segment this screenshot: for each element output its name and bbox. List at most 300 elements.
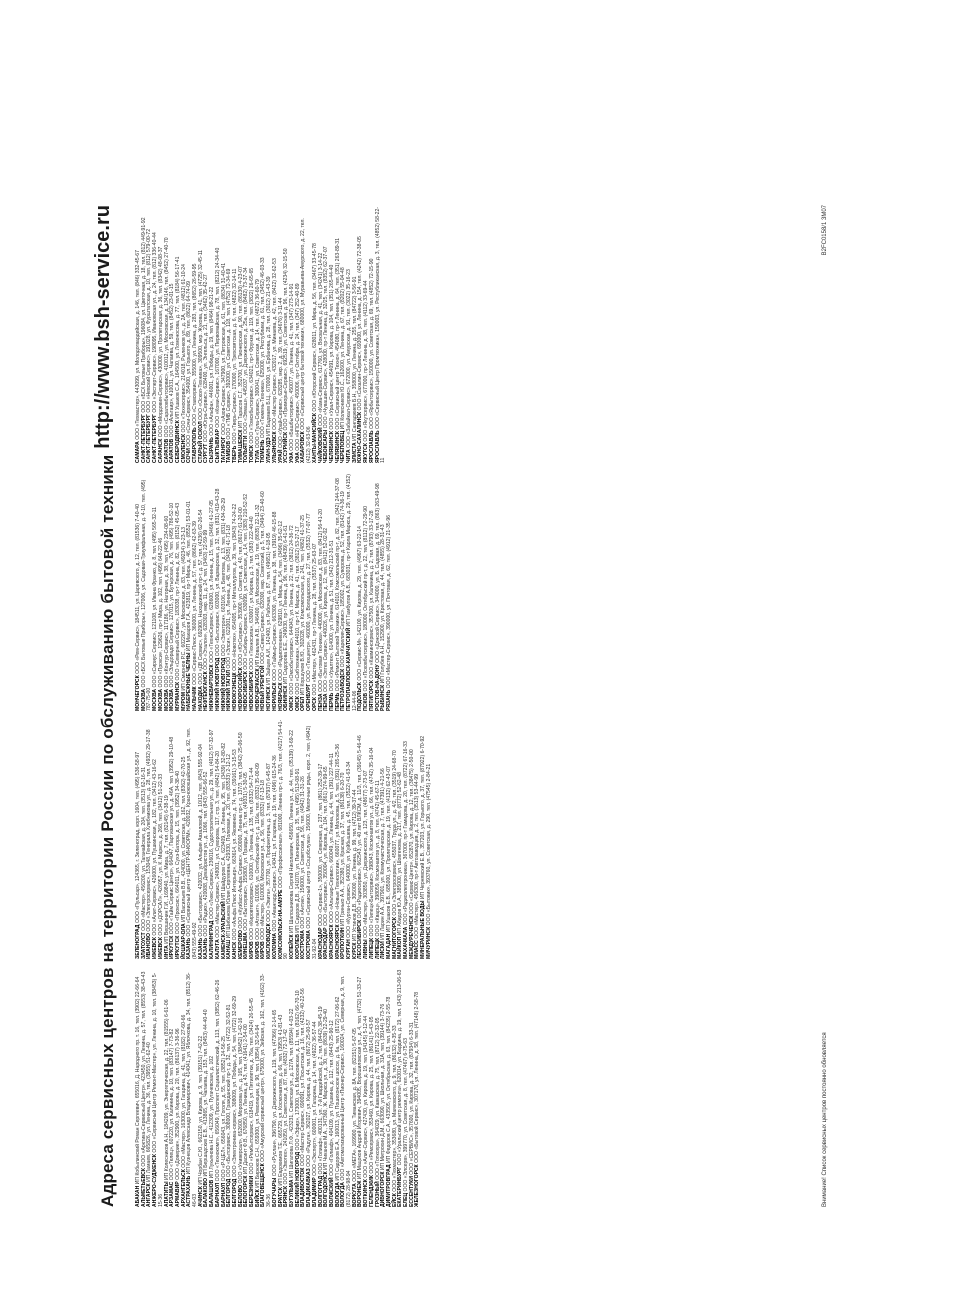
entry-city: ВОЛГОДОНСК xyxy=(323,1171,330,1207)
entry-city: ТВЕРЬ xyxy=(231,445,238,463)
entry-details: ООО «Мастер», 456200, ул. Таганайская, д. 204, тел. (3513) 62-16-31 xyxy=(140,766,147,933)
entry-city: МОСКВА xyxy=(163,688,170,711)
entry-details: ООО «Север Сервис», 629300, мкр. Советский, д. 5, тел. (3494) 23-40-60 xyxy=(260,491,267,666)
entry-city: ОМСК xyxy=(294,696,301,711)
entry-details: ООО «Уральский центр ремонта», 620014, ул. Бардина, д. 19, тел. (343) 213-06-63 xyxy=(397,969,404,1167)
entry-details: ИП Шапошникова Сергей Николаевич, 456650, Ленина ул., д. 44, тел. (35139) 3-69-22 xyxy=(288,730,295,935)
entry-city: ЕССЕНТУКИ xyxy=(408,1176,415,1207)
entry-details: ИП Кобылинский Роман Сергеевич, 655016, Д. Народного пр. т. 16, тел. (3902) 22-66-64 xyxy=(135,976,141,1186)
entry-details: ООО «Амурский сервисный центр», 675000, ул. Зейская, д. 162, тел. (4162) 33-36-36 xyxy=(260,973,273,1207)
entry-details: ООО «Югорский Сервис», 628011, ул. Мира, д. 56, тел. (3467) 33-45-78 xyxy=(311,243,318,414)
entry-details: ООО «Мастер», 163000, ул. Гагарина, д. 41, тел. (8182) 27-60-66 xyxy=(180,1014,187,1170)
entry-details: ИП Сидоров Д.В., 141070, ул. Пионерская, д. 35, тел. (495) 513-08-91 xyxy=(294,768,301,935)
entry-city: ПЕРМЬ xyxy=(328,692,335,711)
entry-details: ООО «Сахалин-Сервис», 693000, ул. Ленина, д. 154, тел. (4242) 72-38-05 xyxy=(357,236,364,412)
entry-details: ИП Ларин А.А., 397901, ул. Коммунистическая, д. 7, тел. (47391) 4-21-56 xyxy=(380,768,387,942)
entry-city: СМОЛЕНСК xyxy=(180,433,187,463)
entry-city: МИНЕРАЛЬНЫЕ ВОДЫ xyxy=(420,900,427,959)
entry-details: ООО «Мордовия-Сервис», 430000, ул. Пролетарская, д. 36, тел. (8342) 48-08-37 xyxy=(157,246,164,439)
entry-city: КРАСНОДАР xyxy=(323,927,330,959)
entry-details: ООО «Топксера», 364029, ул. Кавказская, д. 75, тел. (8712) 22-32-05 xyxy=(374,1017,381,1182)
entry-details: ООО «Мастер-Сервис», 390000, ул. Почтовая, д. 62, тел. (4912) 21-35-96 xyxy=(385,515,392,690)
entry-city: ПЕТРОПАВЛОВСК-КАМЧАТСКИЙ xyxy=(346,627,353,711)
entry-details: ООО «Альтаир-Сервис», 660049, ул. Ленина, д. 44, тел. (391) 227-44-11 xyxy=(328,753,335,925)
entry-city: АНЖЕРО-СУДЖЕНСК xyxy=(152,1154,159,1207)
entry-details: ИП Тамбулов А.В., 683031, пр-т Карла Маркса, д. 29, тел. (4152) 12-44-06 xyxy=(346,474,358,711)
entry-details: ООО «Забайкал-Сервис», 672000, ул. Амурская, д. 91, тел. (3022) 35-16-23 xyxy=(346,269,353,450)
entry-city: ОРСК xyxy=(311,696,318,711)
entry-details: ООО «Ставсервис», 355000, ул. Ленина, д. 283, тел. (8652) 26-59-95 xyxy=(192,263,199,428)
entry-city: МЕЖДУРЕЧЕНСК xyxy=(408,915,415,959)
entry-city: ЧЕБОКСАРЫ xyxy=(323,429,330,463)
entry-details: ИП Ламаев, 665826, ул. Ленина, д. 36, тел. (3955) 51-62-40 xyxy=(146,1042,153,1184)
entry-city: ЗЕЛЕНОГРАД xyxy=(135,924,141,959)
address-entry xyxy=(415,967,421,1207)
entry-details: ООО «Телец», 607220, ул. Калинина, д. 10, тел. (83147) 7-73-82 xyxy=(169,1028,176,1182)
entry-details: ООО «Донской Сервис», 344000, ул. Б. Садовая, д. 69, тел. (863) 263-49-98 xyxy=(374,483,381,665)
entry-details: ООО «Авангард-Сервис», 140411, ул. Гагарина, д. 19, тел. (496) 615-24-36 xyxy=(271,755,278,933)
entry-city: ЗЛАТОУСТ xyxy=(140,932,147,959)
entry-city: ЯРОСЛАВЛЬ xyxy=(368,430,375,463)
entry-details: ООО «Алит-Сервис», 426000, ул. Пушкинская, д. 182, тел. (3412) 43-16-62 xyxy=(152,759,159,938)
entry-details: ИП Чиканов М.А., 347360, Ж. Маркса ул., д. 30, тел. (8639) 22-29-40 xyxy=(323,1008,330,1172)
entry-city: ИНТА xyxy=(163,945,170,959)
entry-city: БЕЛГОРОД xyxy=(231,1178,238,1207)
entry-details: ООО «Бытсервис», 155800, ул. Правды, д. 75, тел. (49331) 5-30-05 xyxy=(243,772,250,933)
entry-city: РОСТОВ-НА-ДОНУ xyxy=(374,664,381,711)
entry-city: САМАРА xyxy=(135,441,141,463)
entry-details: ООО «Сервис-Центр», 652870, ул. Кирова, д. 12, тел. (38475) 2-50-00 xyxy=(408,749,415,916)
entry-details: ООО «Рем-Сервис», 184511, ул. Царевского, д. 12, тел. (81536) 7-40-40 xyxy=(135,504,141,676)
entry-details: ООО «Сочи-Сервис», 354000, ул. Горького, д. 89, тел. (8622) 64-74-09 xyxy=(186,281,193,449)
entry-city: КУРСК xyxy=(351,942,358,959)
entry-details: ООО «Ремсервис», 353460, ул. Кирова, д. 25, тел. (86141) 5-43-05 xyxy=(368,1016,375,1176)
entry-city: МАХАЧКАЛА xyxy=(403,926,410,959)
entry-details: ООО «Саратовбытсервис», 410012, ул. Московская, д. 134/146, тел. (8452) 27-40-70 xyxy=(163,237,170,439)
address-entry xyxy=(427,719,433,959)
entry-city: КАЗАНЬ xyxy=(197,938,204,959)
entry-details: ООО «Бытовой Сервис», 307170, ул. Ленина, д. 58, тел. (47148) 2-58-78 xyxy=(414,991,421,1165)
entry-details: ООО «СЕРВИС», 357600, ул. Кирова, д. 32, тел. (87934) 6-33-31 xyxy=(408,1022,415,1177)
entry-city: НОРИЛЬСК xyxy=(271,682,278,711)
entry-details: ООО «Мастер», 303850, ул. Дзержинского, д. 123, тел. (48677) 2-73-07 xyxy=(363,770,370,940)
entry-city: БЕРЕЗНИКИ xyxy=(249,1175,256,1207)
entry-details: ИП Абидов Ю.А., 385000, ул. Шовгенова, д. 217, тел. (8772) 52-62-48 xyxy=(397,772,404,937)
entry-city: КАЛУГА xyxy=(214,939,221,959)
entry-city: ИЖЕВСК xyxy=(152,937,159,959)
entry-city: УЛЬЯНОВСК xyxy=(271,431,278,463)
entry-details: ИП Кузнецов Александр Владимирович, 414041, ул. Яблочкова, д. 34, тел. (8512) 36-46-03 xyxy=(186,972,199,1207)
entry-details: ООО «Азов-Сервис», 347900, ул. Петровская, д. 61, тел. (8634) 31-40-41 xyxy=(220,262,227,437)
entry-city: СОЧИ xyxy=(186,448,193,463)
entry-details: ООО «Руслан», 396790, ул. Дзержинского, д. 119, тел. (47366) 2-14-65 xyxy=(271,1009,278,1178)
entry-details: ИП Бирюков С.Н., 659300, ул. Революции, д. 90, тел. (3854) 32-54-94 xyxy=(254,1024,261,1190)
entry-details: ООО «Сервис-Плюс», 360000, ул. Ленина, д. 57, тел. (8662) 42-63-39 xyxy=(192,521,199,687)
entry-details: ООО «Эвита», 357700, ул. Профинтерна, д. 3, тел. (87937) 6-45-87 xyxy=(266,763,273,924)
entry-details: ООО «Тюмень-Техника», 625000, ул. Республики, д. 61, тел. (3452) 46-03-33 xyxy=(260,257,267,440)
entry-city: ТОМСК xyxy=(249,445,256,463)
entry-details: ИП Сидорова Е.Е., 249030, пр-т Ленина, д. 96, тел. (48439) 6-41-61 xyxy=(283,525,290,686)
entry-city: ВОРОНЕЖ xyxy=(357,1180,364,1207)
entry-details: ООО «Проксис», 664011, ул. Сухэ-Батора, д. 15, тел. (3952) 34-38-40 xyxy=(174,770,181,936)
entry-details: ИП Устинов Д.В., 305000, ул. Ленина, д. 99, тел. (4712) 39-37-44 xyxy=(351,789,358,943)
entry-details: ООО «Элмаш», 445037, ул. Дзержинского, д. 25а, тел. (8482) 73-37-34 xyxy=(243,267,250,436)
entry-city: КИРОВ xyxy=(260,941,267,959)
entry-details: ИП Зайцев А.И., 142400, ул. Рабочая, д. 87, тел. (49651) 4-18-05 xyxy=(266,532,273,687)
entry-city: УФА xyxy=(288,452,295,463)
entry-city: КРАСНОДАР xyxy=(317,927,324,959)
entry-city: НОГИНСК xyxy=(266,686,273,711)
entry-city: ТУЛА xyxy=(254,449,261,463)
address-column-1 xyxy=(136,967,816,1207)
entry-details: ООО «Альфа Плюс Интерьер», 663614, ул. Яковенко, д. 74, тел. (39161) 3-15-53 xyxy=(231,749,238,942)
document-code: B2FC0158/1 3M07 xyxy=(822,205,828,256)
entry-details: ООО «Радио», 420088, Декабристов ул., д. 1066, тел. (843) 555-66-52 xyxy=(203,771,210,938)
entry-city: БЕЛОГОРСК xyxy=(243,1175,250,1207)
entry-details: ИП Васильев В.В., 424000, ул. Советская, д. 162, тел. (8362) 42-70-25 xyxy=(180,756,187,924)
entry-city: МАГАДАН xyxy=(385,933,392,959)
entry-city: БОГУЧАРЫ xyxy=(271,1177,278,1207)
entry-city: БАЛАШОВ xyxy=(209,1179,216,1207)
entry-city: ГЕЛЕНДЖИК xyxy=(368,1175,375,1207)
entry-details: ООО «Якутсервис», 677000, пр-т Ленина, д. 38, тел. (4112) 33-69-44 xyxy=(363,280,370,444)
entry-city: ЧИТА xyxy=(346,449,353,463)
entry-city: КАЗАНЬ xyxy=(186,938,193,959)
entry-city: ВОЛЖСКИЙ xyxy=(328,1177,335,1207)
entry-details: ООО «Приморье-Сервис», 692519, ул. Советская, д. 96, тел. (4234) 32-15-50 xyxy=(283,248,290,432)
entry-city: АНГАРСК xyxy=(146,1183,153,1207)
entry-details: ИП Ковалев А.В., 346400, ул. Московская, д. 19, тел. (8635) 22-11-32 xyxy=(254,504,261,669)
entry-city: БАРНАУЛ xyxy=(214,1182,221,1207)
address-column-2 xyxy=(136,719,816,959)
entry-details: ООО «Пульсар», 124365, г. Зеленоград, корп. 1604, тел. (495) 536-58-97 xyxy=(135,751,141,925)
entry-city: ВЛАДИКАВКАЗ xyxy=(306,1168,313,1207)
entry-city: САНКТ-ПЕТЕРБУРГ xyxy=(140,414,147,463)
entry-details: ООО «Радуга», 362027, ул. Кирова, д. 44, тел. (8672) 25-00-57 xyxy=(306,1019,313,1169)
entry-city: СТАВРОПОЛЬ xyxy=(192,427,199,463)
entry-city: СЫЗРАНЬ xyxy=(209,437,216,463)
entry-details: ИП Митрохин Д.М., 663090, ул. Школьная, д. 31А, тел. (39144) 3-73-76 xyxy=(380,1003,387,1172)
entry-details: ООО «МЕГА», 169900, ул. Тиманская, д. 8А, тел. (82151) 5-67-05 xyxy=(351,1028,358,1184)
entry-city: АРЗАМАС xyxy=(169,1181,176,1207)
entry-details: ИП Шигапова Л.Ф., 423231, Советская ул., д. 127А, тел. (85594) 4-03-22 xyxy=(288,1008,295,1180)
entry-city: БЕЛОВО xyxy=(237,1184,244,1207)
entry-city: НОВОСИБИРСК xyxy=(249,671,256,711)
entry-details: ООО «Электроника-сервис», 308009, ул. Победы, д. 54, тел. (4722) 32-69-29 xyxy=(231,995,238,1179)
entry-details: ООО «Псковбытсервис», 180000, Октябрьский пр-т, д. 22, тел. (8112) 72-29-90 xyxy=(363,506,370,693)
entry-details: ООО «Радиотехника», 629810, ул. Мира, д. 54, тел. (3496) 35-62-12 xyxy=(277,520,284,683)
entry-details: ООО «Альфа», 446001, ул. Победы, д. 19, тел. (8464) 98-21-22 xyxy=(209,286,216,438)
entry-details: ИП Шайдуров С.А., 623409, ул. Ленина, д. 95, тел. (3439) 32-80-82 xyxy=(220,742,227,902)
entry-city: ЭЛИСТА xyxy=(351,442,358,463)
entry-city: ВОРКУТА xyxy=(351,1183,358,1207)
entry-details: ИП Вершинин Г.И., 169840, ул. Мира, д. 7, тел. (82145) 6-38-19 xyxy=(163,795,170,946)
entry-city: ЖЕЛЕЗНОГОРСК xyxy=(414,1164,421,1207)
entry-details: ООО «Эксперт-Сервис», 198095, Ивановская ул., д. 24, тел. (812) 336-40-44 xyxy=(152,232,159,415)
entry-details: ИП Дасинт Ф.В., 676850, ул. Ленина, д. 43, тел. (41641) 2-54-00 xyxy=(243,1024,250,1176)
entry-city: ВЛАДИВОСТОК xyxy=(300,1167,307,1207)
entry-city: НОВОСИБИРСК xyxy=(243,671,250,711)
entry-city: НИЖНЕВАРТОВСК xyxy=(209,664,216,711)
entry-city: КИНЕШМА xyxy=(243,932,250,959)
entry-details: ООО «Атлант», 610006, ул. Октябрьский пр-т, д. 116а, тел. (8332) 35-00-09 xyxy=(254,763,261,942)
entry-details: ООО «Ярбытсервис», 150000, ул. Советская, д. 69, тел. (4852) 72-15-90 xyxy=(368,258,375,431)
entry-details: ИП Тарасов С.Г., 352700, ул. Пионерская, д. 90, тел. (86130) 4-23-07 xyxy=(237,266,244,430)
entry-city: СТАРЫЙ ОСКОЛ xyxy=(197,421,204,463)
entry-details: ООО «Автоматизированный Центр «Пионер-Сервис», 160024, ул. Северная, д. 9, тел. (8172) 28-98-94 xyxy=(340,975,353,1207)
entry-details: ООО «Курган-Сервис», 640000, ул. Куйбышева, д. 45, тел. (3522) 41-63-34 xyxy=(346,761,353,940)
entry-city: БЕЛГОРОД xyxy=(226,1178,233,1207)
entry-details: ООО «Томскбытсервис», 634021, пр-т Фрунзе, д. 119, тел. (3822) 26-65-65 xyxy=(249,267,256,446)
entry-city: БАЛАКОВО xyxy=(203,1177,210,1207)
entry-details: ООО «Альтаир», 410031, ул. Чапаева, д. 59, тел. (8452) 23-01-15 xyxy=(169,283,176,439)
entry-city: КОМСОМОЛЬСК-НА-АМУРЕ xyxy=(277,889,284,959)
entry-details: ООО «Универсал», 652600, Морозова ул., д. 165, тел. (38452) 2-42-16 xyxy=(237,1017,244,1185)
address-entry xyxy=(387,471,393,711)
entry-city: ПЕНЗА xyxy=(323,693,330,711)
entry-city: АРМАВИР xyxy=(174,1181,181,1207)
entry-city: ТАГАНРОГ xyxy=(220,436,227,463)
entry-details: ООО «НПО-Сервис», 450006, пр-т Октября, д. 24, тел. (347) 252-40-89 xyxy=(294,283,301,453)
entry-city: ХАНТЫ-МАНСИЙСК xyxy=(311,413,318,463)
entry-city: БИЙСК xyxy=(254,1189,261,1207)
entry-details: ООО «Алит-Сервис», 427430, ул. Кирова, д. 19, тел. (34145) 5-12-44 xyxy=(363,1015,370,1180)
entry-city: КАМЕНСК-УРАЛЬСКИЙ xyxy=(220,901,227,959)
entry-city: НАЛЬЧИК xyxy=(192,686,199,711)
entry-details: ИП Федоров С.А., 433505, ул. Октябрьская, д. 63, тел. (84235) 2-55-78 xyxy=(385,996,392,1165)
entry-city: ЧАЙКОВСКИЙ xyxy=(317,427,324,463)
entry-city: САНКТ-ПЕТЕРБУРГ xyxy=(152,414,159,463)
entry-details: ООО «Мастер», 610000, Московская ул., д. 56, тел. (8332) 67-13-18 xyxy=(260,780,267,942)
entry-details: ООО «Новотех», 654005, пр-т Металлургов, д. 39, тел. (3843) 74-24-22 xyxy=(231,503,238,673)
entry-city: БРЯНСК xyxy=(283,1185,290,1207)
entry-details: ИП Чернявский Е.В., 357203, ул. Горького, д. 37, тел. (87922) 6-70-92 xyxy=(420,735,427,901)
entry-city: АСТРАХАНЬ xyxy=(186,1175,193,1207)
entry-details: ООО «Мастер», 456300, пр-т Автозаводцев, д. 2, тел. (3513) 53-44-99 xyxy=(414,773,421,941)
entry-city: НИЖНИЙ НОВГОРОД xyxy=(220,657,227,711)
entry-city: НИЖНИЙ НОВГОРОД xyxy=(214,657,221,711)
entry-details: ООО «Липецк-Бытсервис», 398043, Космонавтов ул., д. 66, тел. (4742) 35-16-04 xyxy=(368,747,375,938)
entry-city: САРАНСК xyxy=(157,438,164,463)
entry-city: НОВОЧЕРКАССК xyxy=(254,668,261,711)
entry-details: ООО «Урал-Сервис», 454091, ул. Кирова, д. 104, тел. (351) 265-44-40 xyxy=(328,264,335,431)
entry-city: ПЕРМЬ xyxy=(334,692,341,711)
entry-city: КРОПОТКИН xyxy=(340,927,347,959)
entry-details: ООО «Элсерв», 399770, ул. Советская, д. 8, тел. (47467) 6-75-63 xyxy=(403,1038,410,1193)
entry-details: ООО «Р-ЦЕЛ», 656043, ул. Гоголя, д. 55, тел. (3852) 24-56-25 xyxy=(220,1036,227,1183)
entry-details: ИП Коршунов В.Ю., 302028, ул. Комсомольская, д. 241, тел. (4862) 41-37-25 xyxy=(300,514,307,697)
entry-city: НИЖНИЙ ТАГИЛ xyxy=(226,670,233,711)
entry-city: БРАТСК xyxy=(277,1187,284,1207)
entry-details: ООО «Сервисный центр бытовой техники», 680000, ул. Муравьева-Амурского, д. 22, тел. (4212) 32-63-06 xyxy=(300,218,313,463)
entry-city: МОНЧЕГОРСК xyxy=(135,675,141,711)
entry-city: ИЖЕВСК xyxy=(157,937,164,959)
entry-city: АЧИНСК xyxy=(197,1186,204,1207)
entry-details: ООО «Тула-Сервис», 300041, ул. Советская, д. 14, тел. (4872) 36-60-79 xyxy=(254,279,261,450)
entry-city: НАХОДКА xyxy=(197,686,204,711)
entry-city: ВОТКИНСК xyxy=(363,1179,370,1207)
entry-details: ООО «Эвотех», 241050, ул. Советская, д. 87, тел. (4832) 72-17-42 xyxy=(283,1029,290,1186)
entry-city: РЫБИНСК xyxy=(380,684,387,711)
entry-details: ООО «Сириус Сервис», 121108, ул. Ивана Франко, д. 8, тел. (495) 565-32-11 xyxy=(152,507,159,689)
entry-city: МОСКВА xyxy=(157,688,164,711)
entry-city: ПЯТИГОРСК xyxy=(368,680,375,711)
entry-city: КАЗАНЬ xyxy=(203,938,210,959)
entry-city: НОВОРОССИЙСК xyxy=(237,667,244,711)
entry-city: УССУРИЙСК xyxy=(283,431,290,463)
entry-details: ООО «ЮгСервис», 353900, ул. Советов, д. 40, тел. (8617) 61-20-00 xyxy=(237,507,244,668)
entry-details: ООО «Коми-Сервис», 167000, ул. Первомайская, д. 78, тел. (8212) 24-34-40 xyxy=(214,247,221,430)
entry-city: КАЛИНИНГРАД xyxy=(209,920,216,959)
entry-details: ООО «Электросервис», 455037, Труда ул., д. 4/2, тел. (3519) 24-68-70 xyxy=(391,750,398,918)
entry-details: ООО «Уралтех», 614000, ул. Ленина, д. 51, тел. (342) 212-31-51 xyxy=(328,540,335,693)
entry-city: ИВАНОВО xyxy=(146,933,153,959)
entry-city: БАРНАУЛ xyxy=(220,1182,227,1207)
entry-details: ООО «Эфир», 173000, ул. Б.Московская, д. 11, тел. (8162) 66-70-10 xyxy=(294,990,301,1152)
entry-details: ИП Мацоков Андрей Игоревич, 394005, Ворошиловская ул., д. 4, тел. (4732) 51-33-27 xyxy=(357,976,364,1181)
entry-details: ООО «Бытсервис», 603000, ул. Варварская, д. 32, тел. (831) 419-43-28 xyxy=(214,488,221,658)
entry-details: ООО «Мастер», 462431, пр-т Ленина, д. 28, тел. (3537) 25-63-07 xyxy=(311,543,318,697)
entry-city: ИРКУТСК xyxy=(169,935,176,959)
entry-details: ООО «БСХ Бытовые Приборы», 127006, ул. Садовая-Триумфальная, д. 4-10, тел. (495) 787-75-00 xyxy=(140,479,153,711)
entry-details: ООО «Карелия-Сервис», 185002, ул. Суворова, д. 52, тел. (8142) 74-36-19 xyxy=(340,491,347,669)
entry-details: ИП Гринько А.А., 352380, ул. Красная, д. 37, тел. (86138) 6-20-70 xyxy=(340,772,347,928)
entry-details: ООО «Кама-Сервис», 617760, ул. Вокзальная, д. 41, тел. (34241) 3-14-22 xyxy=(317,252,324,428)
entry-city: СЕВЕРОДВИНСК xyxy=(174,420,181,463)
entry-city: КРАСНОЯРСК xyxy=(328,924,335,959)
entry-details: ООО «Прокси», 129626, пр-т Мира, д. 102, тел. (495) 648-22-46 xyxy=(157,537,164,689)
entry-city: ПСКОВ xyxy=(363,692,370,711)
entry-city: КИРОВ xyxy=(254,941,261,959)
entry-details: ООО «ДВ Сервис», 692900, Находкинский пр-т, д. 57, тел. (4236) 62-26-54 xyxy=(197,509,204,687)
entry-city: ЛИВНЫ xyxy=(363,939,370,959)
address-column-3 xyxy=(136,471,816,711)
entry-city: ХАБАРОВСК xyxy=(300,431,307,463)
entry-city: ОМСК xyxy=(288,696,295,711)
page-title: Адреса сервисных центров на территории России по обслуживанию бытовой техники xyxy=(98,454,117,1207)
entry-city: ЛИПЕЦК xyxy=(368,937,375,959)
entry-details: ООО «Сервисный Центр Промтехника», 150003, ул. Республиканская, д. 3, тел. (4852) 58-22-11 xyxy=(374,207,387,463)
entry-city: ВЕЛИКИЙ НОВГОРОД xyxy=(294,1151,301,1207)
entry-city: МАЙКОП xyxy=(397,936,404,959)
entry-city: ТАМБОВ xyxy=(226,440,233,463)
entry-city: КОЛОМНА xyxy=(271,932,278,959)
entry-details: ООО «Чувашия-Сервис», 428000, пр-т Ленина, д. 32/25, тел. (8352) 62-37-07 xyxy=(323,246,330,430)
entry-details: ООО «Радиосервис», 662543, ул. 40 лет ВЛКСМ, д. 11/3, тел. (39145) 5-46-46 xyxy=(357,735,364,920)
entry-city: ЛЕСОСИБИРСК xyxy=(357,919,364,959)
entry-city: АПАТИТЫ xyxy=(163,1181,170,1207)
entry-details: ООО «Северный Сервис», 183038, пр-т Ленина, д. 82, тел. (8152) 45-05-43 xyxy=(174,502,181,682)
entry-details: ООО «Рембытсервис», 618419, ул. Пятилетки, д. 76а, тел. (3424) 26-55-45 xyxy=(249,998,256,1176)
entry-details: ООО «Элси», 622001, ул. Ленина, д. 48, тел. (3435) 41-71-18 xyxy=(226,525,233,671)
entry-details: ООО «Мастер-Сервис», 248001, ул. Суворова, 117, стр. 3, тел. (4842) 54-84-20 xyxy=(214,751,221,940)
entry-city: ЕЙСК xyxy=(391,1193,398,1207)
entry-city: ЙОШКАР-ОЛА xyxy=(180,923,187,959)
entry-details: ООО «Оскол-Техника», 309500, мкр. Жукова, д. 41, тел. (4725) 32-45-11 xyxy=(197,250,204,422)
address-column-4 xyxy=(136,207,816,463)
entry-city: ТИМАШЕВСК xyxy=(237,429,244,463)
entry-city: БЛАГОВЕЩЕНСК xyxy=(260,1163,267,1207)
entry-city: ЮЖНО-САХАЛИНСК xyxy=(357,411,364,463)
entry-details: ООО «Сервисный центр «ЦЕНТР-ИНФОРМ», 420032, Краснококшайская ул., д. 92, тел. (843) 555-49-92 xyxy=(186,727,199,959)
entry-city: ЯКУТСК xyxy=(363,443,370,463)
entry-details: ООО «Электрон», 603106, ул. Бекетова, д. 13, тел. (831) 434-29-29 xyxy=(220,497,227,658)
entry-details: ООО «Сервис-М», 142100, ул. Кирова, д. 29, тел. (4967) 63-22-14 xyxy=(357,526,364,683)
entry-details: ООО «Таймыр-Сервис», 663300, ул. Ленина, д. 38, тел. (3919) 46-15-88 xyxy=(271,511,278,683)
entry-details: ООО «Элтех Сервис», 440026, ул. Кирова, д. 12, тел. (8412) 52-02-02 xyxy=(323,527,330,694)
entry-city: НОЯБРЬСК xyxy=(277,682,284,711)
entry-city: ВОЛОГДА xyxy=(340,1182,347,1207)
entry-city: РЯЗАНЬ xyxy=(385,689,392,711)
entry-city: КОСТРОМА xyxy=(306,930,313,959)
entry-city: ЕЛЕЦ xyxy=(403,1192,410,1207)
entry-details: ООО «Эльдорадо Сервис», 127015, ул. Бутырская, д. 76, тел. (495) 786-52-10 xyxy=(169,502,176,689)
entry-details: ООО «Люкс-Сервис», 236016, Судостроительная ул., д. 29, тел. (4012) 57-32-97 xyxy=(209,729,216,921)
entry-details: ИП Сангаджиев Б.Н., 358000, ул. Ленина, д. 255, тел. (84722) 3-56-91 xyxy=(351,276,358,443)
entry-details: ООО «Сервисный Центр Ремонт-Мастер», ул. Ленина, д. 10, тел. (38453) 5-15-36 xyxy=(152,972,164,1207)
entry-details: ООО «Доверие», 352900, ул. Кирова, д. 20, тел. (86137) 3-36-96 xyxy=(174,1028,181,1182)
entry-city: МИАСС xyxy=(414,940,421,959)
entry-details: ООО «Техносила», 630007, ул. Кирова, д. 3, тел. (383) 222-40-40 xyxy=(249,516,256,672)
entry-details: ООО «ТехноСервис», 628600, ул. Ленина, д. 15, тел. (3466) 41-27-05 xyxy=(209,499,216,665)
entry-city: МИЧУРИНСК xyxy=(425,926,432,959)
entry-details: ООО «Ремонт Бытовой Техники», 614010, Комсомольский пр-т, д. 82, тел. (342) 244-37-08 xyxy=(334,478,341,693)
entry-details: ИП Чорбан С.Ю., 662150, ул. Кирова, д. 9, тел. (39151) 7-42-22 xyxy=(197,1035,204,1186)
entry-city: ВЛАДИМИР xyxy=(311,1177,318,1207)
entry-city: ВОЛОГДА xyxy=(334,1182,341,1207)
entry-city: ОРЕЛ xyxy=(300,696,307,711)
entry-city: КУРГАН xyxy=(346,939,353,959)
entry-city: ПЕНЗА xyxy=(317,693,324,711)
entry-details: ООО «Омскбытсервис», 644043, ул. Ленина, д. 22, тел. (3812) 24-36-72 xyxy=(288,525,295,696)
entry-details: ООО «Кварц», 398059, Космонавтов ул., д. 8, тел. (4742) 45-67-11 xyxy=(374,780,381,938)
entry-details: ООО «Кавминсервис», 357500, ул. Калинина, д. 2, тел. (8793) 33-17-28 xyxy=(368,510,375,681)
entry-city: НАБЕРЕЖНЫЕ ЧЕЛНЫ xyxy=(186,652,193,711)
entry-city: ЕКАТЕРИНБУРГ xyxy=(397,1166,404,1207)
entry-city: КРАСНОЯРСК xyxy=(334,924,341,959)
entry-city: ГРОЗНЫЙ xyxy=(374,1181,381,1207)
entry-details: ИП Евдокимов Т.Е., 665729, ул. Космонавтов, д. 66, тел. (3953) 41-81-43 xyxy=(277,1014,284,1188)
entry-details: ООО «Бытовая Техника», 440000, ул. Московская, д. 83, тел. (8412) 56-41-20 xyxy=(317,509,324,694)
entry-details: ООО «Контур-Сервис», 117186, ул. Нагорная, д. 38, тел. (495) 234-08-60 xyxy=(163,515,170,689)
entry-details: ООО «Сервисный центр «Соцобслужа», 156000, Мелочные ряды, корп. 2, тел. (4942) 31-92-04 xyxy=(306,725,318,959)
entry-details: ИП Ушаков Е.В., 685000, ул. Пролетарская, д. 19, тел. (4132) 62-43-07 xyxy=(385,766,392,934)
entry-city: КОРОЛЕВ xyxy=(294,934,301,959)
entry-city: САРАТОВ xyxy=(163,438,170,463)
entry-details: ООО «Сибирь-Сервис», 630099, ул. Советская, д. 14, тел. (383) 210-52-52 xyxy=(243,493,250,672)
entry-details: ООО «Техносервис», 214018, Рыленков ул., д. 2А, тел. (4812) 61-10-24 xyxy=(180,264,187,434)
entry-city: САНКТ-ПЕТЕРБУРГ xyxy=(146,414,153,463)
entry-city: АБАКАН xyxy=(135,1185,141,1207)
entry-city: ПЕТРОЗАВОДСК xyxy=(340,668,347,711)
entry-details: ООО «ДОРСАЛ», 426057, ул. К. Маркса, д. 268, тел. (3412) 51-22-33 xyxy=(157,773,164,938)
entry-city: НОВОКУЗНЕЦК xyxy=(231,672,238,711)
entry-details: ООО «Тверь-Сервис», 170000, ул. Трехсвятская, д. 6, тел. (4822) 32-14-11 xyxy=(231,268,238,446)
entry-details: ООО «Техцентр», 460000, ул. Володарского, д. 27, тел. (3532) 77-07-77 xyxy=(306,513,313,684)
entry-city: ЯРОСЛАВЛЬ xyxy=(374,430,381,463)
entry-city: ЧЕЛЯБИНСК xyxy=(328,430,335,463)
entry-city: НЕФТЕЮГАНСК xyxy=(203,671,210,711)
entry-details: ИП Лукьянова Н.С., 412309, ул. Пугачевская, д. 102 xyxy=(209,1055,216,1180)
entry-city: КИРОВ xyxy=(249,941,256,959)
entry-details: ООО «Технокомп», 656049, Проспект Социалистический, д. 113, тел. (3852) 62-46-26 xyxy=(214,979,221,1183)
entry-details: ООО «Голиаф», 404109, ул. Пушкина, д. 112, тел. (8443) 25-90-12 xyxy=(328,1020,335,1178)
entry-city: МОСКВА xyxy=(152,688,159,711)
entry-details: ООО «Радиоэлектроника», 367000, пр-т Гамидова, д. 20, тел. (8722) 67-16-33 xyxy=(403,741,410,927)
entry-details: ИП Макаров Г.А., 423819, пр-т Мира, д. 46, тел. (8552) 53-01-01 xyxy=(186,501,193,653)
entry-city: АРХАНГЕЛЬСК xyxy=(180,1169,187,1207)
entry-details: ООО «Сервисный центр Техно», 454080, пр-т Ленина, д. 64, тел. (351) 263-89-31 xyxy=(334,238,341,431)
